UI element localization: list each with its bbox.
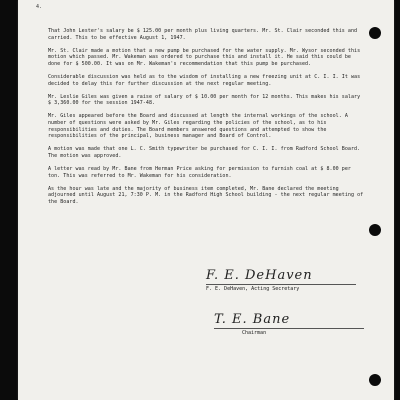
chairman-signature: T. E. Bane — [214, 312, 364, 329]
chairman-title: Chairman — [242, 330, 267, 336]
paragraph-typewriter: A motion was made that one L. C. Smith typewriter be purchased for C. I. I. from Radford School Board. The motion was approved. — [48, 146, 361, 159]
document-page — [18, 0, 394, 400]
paragraph-freezing-unit: Considerable discussion was held as to the wisdom of installing a new freezing unit at C. I. I. It was decided to delay this for further discussion at the next regular meeting. — [48, 73, 361, 87]
paragraph-giles-discussion: Mr. Giles appeared before the Board and discussed at length the internal workings of the school. A number of questions were asked by Mr. Giles regarding the policies of the school, as to his responsibilities and duties. The Board members answered questions and attempted to show the responsibilities of the principal, business manager and Board of Control. — [48, 113, 348, 140]
paragraph-lester-salary: That John Lester's salary be $ 125.00 per month plus living quarters. Mr. St. Clair seconded this and carried. This to be effective August 1, 1947. — [48, 28, 358, 41]
paragraph-water-pump: Mr. St. Clair made a motion that a new pump be purchased for the water supply. Mr. Wysor seconded this motion which passed. Mr. Wakeman was ordered to purchase this and install it. He said this could be done for $ 500.00. It was on Mr. Wakeman's recommendation that this pump be purchased. — [48, 47, 361, 67]
secretary-signature-block — [206, 268, 356, 292]
chairman-signature-block — [214, 312, 364, 336]
punch-hole-middle — [369, 224, 381, 236]
paragraph-coal-letter: A letter was read by Mr. Bane from Herman Price asking for permission to furnish coal at $ 8.00 per ton. This was referred to Mr. Wakeman for his consideration. — [48, 165, 351, 179]
paragraph-adjournment: As the hour was late and the majority of business item completed, Mr. Bane declared the meeting adjourned until August 21, 7:30 P. M. in the Radford High School building - the next regular meeting of the Board. — [48, 185, 364, 205]
paragraph-giles-raise: Mr. Leslie Giles was given a raise of salary of $ 10.00 per month for 12 months. This makes his salary $ 3,360.00 for the session 1947-48. — [48, 93, 361, 107]
punch-hole-top — [369, 27, 381, 39]
secretary-signature: F. E. DeHaven — [206, 268, 356, 285]
minutes-text — [48, 28, 366, 212]
secretary-name: F. E. DeHaven, Acting Secretary — [206, 286, 300, 292]
punch-hole-bottom — [369, 374, 381, 386]
page-number: 4. — [36, 4, 43, 10]
